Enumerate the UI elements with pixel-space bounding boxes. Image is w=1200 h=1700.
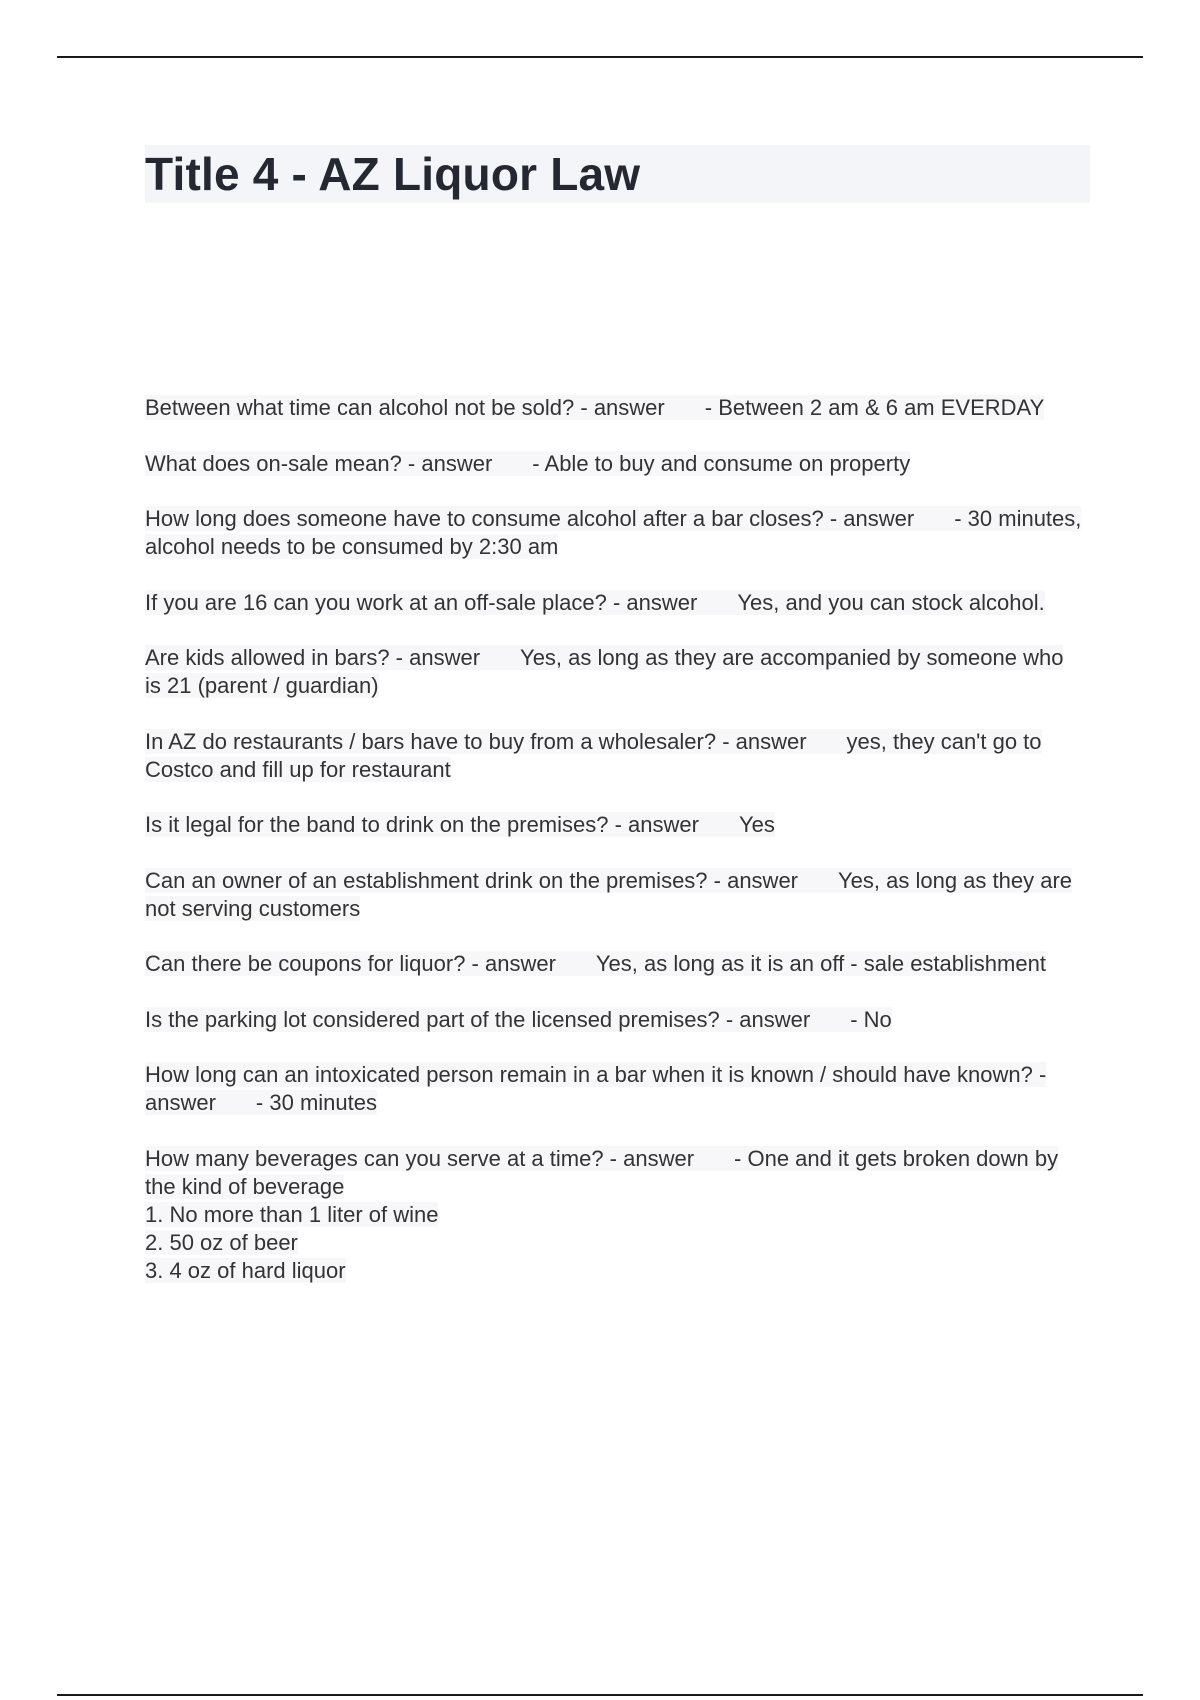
question: Is it legal for the band to drink on the premises? - answer [145,812,699,837]
list-line: 3. 4 oz of hard liquor [145,1257,346,1283]
question: Between what time can alcohol not be sold? - answer [145,395,665,420]
top-rule [57,56,1143,58]
answer: Yes, as long as they are accompanied by someone who is 21 (parent / guardian) [145,645,1064,698]
answer: - No [850,1006,892,1032]
answer: - Able to buy and consume on property [532,450,911,476]
qa-item [145,728,1085,784]
answer: Yes, as long as it is an off - sale establishment [595,951,1046,976]
question: If you are 16 can you work at an off-sale place? - answer [145,589,698,615]
qa-list [145,394,1085,1312]
answer: yes, they can't go to Costco and fill up for restaurant [145,728,1042,782]
answer: - Between 2 am & 6 am EVERDAY [704,395,1045,420]
question: How many beverages can you serve at a time? - answer [145,1145,695,1171]
bottom-rule [57,1694,1143,1696]
answer: Yes, and you can stock alcohol. [737,589,1045,615]
qa-item [145,450,1085,478]
qa-item [145,950,1085,978]
qa-item [145,505,1085,561]
qa-item [145,811,1085,839]
question: How long can an intoxicated person remain in a bar when it is known / should have known? - answer [145,1062,1047,1115]
page-title: Title 4 - AZ Liquor Law [145,148,641,200]
qa-item [145,644,1085,700]
question: Is the parking lot considered part of the licensed premises? - answer [145,1006,811,1032]
question: How long does someone have to consume alcohol after a bar closes? - answer [145,506,915,531]
answer: - 30 minutes [255,1090,377,1115]
list-line: 1. No more than 1 liter of wine [145,1201,439,1227]
qa-item [145,1061,1085,1117]
qa-item [145,1145,1085,1285]
answer: Yes, as long as they are not serving customers [145,867,1073,921]
qa-item [145,867,1085,923]
qa-item [145,394,1085,422]
question: What does on-sale mean? - answer [145,450,493,476]
question: Can an owner of an establishment drink on the premises? - answer [145,867,799,893]
answer: - 30 minutes, alcohol needs to be consumed by 2:30 am [145,506,1082,559]
question: Can there be coupons for liquor? - answer [145,951,556,976]
list-line: 2. 50 oz of beer [145,1229,298,1255]
question: In AZ do restaurants / bars have to buy from a wholesaler? - answer [145,728,807,754]
qa-item [145,1006,1085,1034]
answer: - One and it gets broken down by the kind of beverage [145,1145,1059,1199]
qa-item [145,589,1085,617]
answer: Yes [738,812,775,837]
question: Are kids allowed in bars? - answer [145,645,481,670]
